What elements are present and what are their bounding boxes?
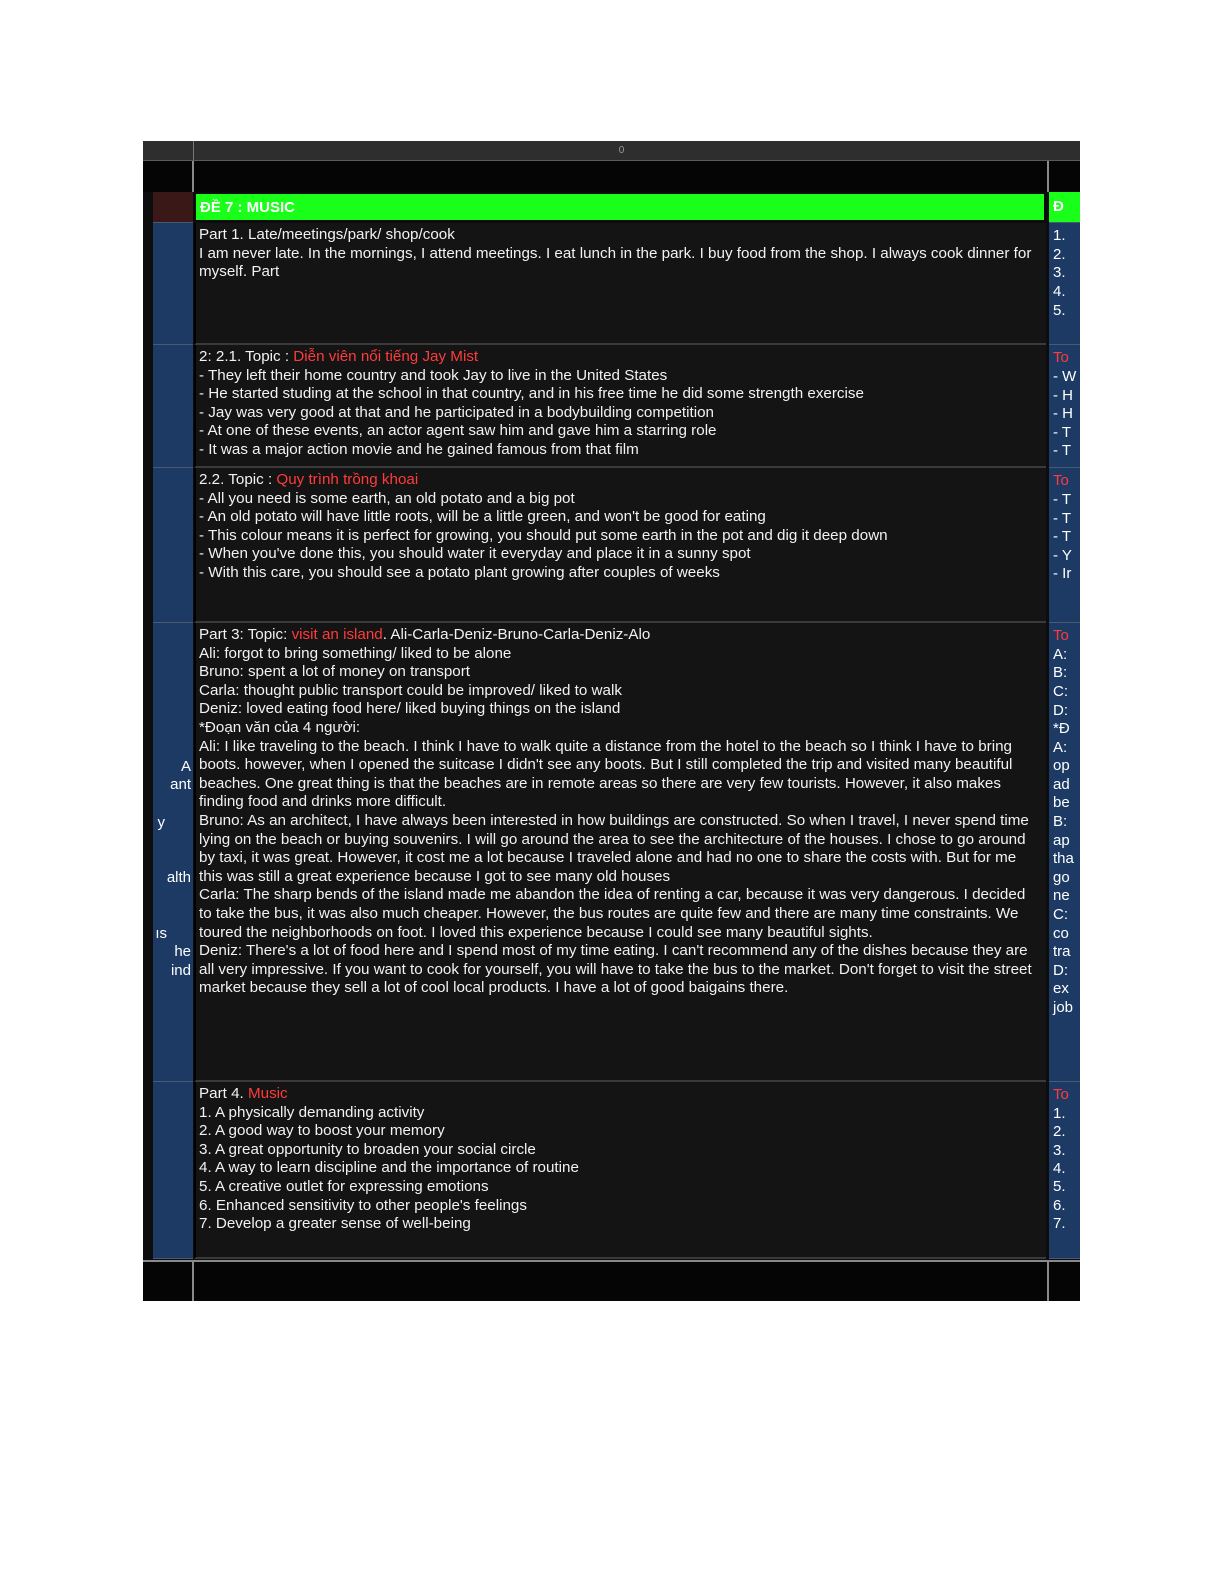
list-item: - With this care, you should see a potato plant growing after couples of weeks: [199, 563, 720, 581]
part2-1-heading: [199, 348, 1042, 367]
right-fragment: D:: [1053, 962, 1068, 979]
right-fragment: A:: [1053, 739, 1068, 756]
column-header-next[interactable]: [1049, 141, 1080, 161]
right-fragment: C:: [1053, 906, 1068, 923]
part4-heading: [199, 1085, 1042, 1104]
column-header[interactable]: 0: [193, 141, 1050, 161]
list-item: Bruno: spent a lot of money on transport: [199, 663, 471, 681]
list-item: 2. A good way to boost your memory: [199, 1122, 445, 1140]
right-fragment: - Y: [1053, 547, 1072, 564]
part4-cell[interactable]: [194, 1082, 1046, 1259]
right-fragment: To: [1053, 472, 1069, 489]
left-cell[interactable]: [153, 192, 193, 223]
right-cell[interactable]: [1049, 223, 1080, 345]
right-fragment: ad: [1053, 776, 1070, 793]
grid-line: [1047, 161, 1049, 192]
part2-1-topic: Diễn viên nổi tiếng Jay Mist: [293, 348, 479, 365]
list-item: 4. A way to learn discipline and the importance of routine: [199, 1159, 579, 1177]
part3-heading: [199, 626, 1042, 645]
list-item: 7. Develop a greater sense of well-being: [199, 1215, 471, 1233]
grid-line: [192, 161, 194, 192]
grid-line: [192, 1260, 194, 1301]
left-fragment: ant: [170, 776, 191, 793]
paragraph-ali: Ali: I like traveling to the beach. I think I have to walk quite a distance from the hotel to the beach so I think I have to bring boots. however, when I opened the suitcase I didn't see any boots. But I still completed the trip and visited many beautiful beaches. One great thing is that the beaches are in remote areas so there are very few tourists. However, it also makes finding food and drinks more difficult.: [199, 737, 1013, 811]
right-fragment: *Đ: [1053, 720, 1070, 737]
right-fragment: 5.: [1053, 302, 1066, 319]
right-fragment: 3.: [1053, 1142, 1066, 1159]
right-fragment: B:: [1053, 813, 1068, 830]
right-fragment: 1.: [1053, 227, 1066, 244]
paragraph-deniz: Deniz: There's a lot of food here and I spend most of my time eating. I can't recommend any of the dishes because they are all very impressive. If you want to cook for yourself, you will have to take the bus to the market. Don't forget to visit the street market because they sell a lot of cool local products. I have a lot of good baigains there.: [199, 942, 1032, 997]
list-item: - Jay was very good at that and he participated in a bodybuilding competition: [199, 403, 715, 421]
right-fragment: To: [1053, 627, 1069, 644]
right-cell[interactable]: [1049, 345, 1080, 468]
right-fragment: 6.: [1053, 1197, 1066, 1214]
list-item: 5. A creative outlet for expressing emotions: [199, 1177, 489, 1195]
title-cell[interactable]: [194, 192, 1046, 222]
right-fragment: 3.: [1053, 264, 1066, 281]
left-cell[interactable]: [153, 468, 193, 623]
part2-1-prefix: 2: 2.1. Topic :: [199, 348, 294, 365]
right-fragment: job: [1053, 999, 1074, 1016]
right-fragment: ne: [1053, 887, 1070, 904]
right-title-fragment: Đ: [1053, 198, 1064, 215]
right-fragment: A:: [1053, 646, 1068, 663]
right-fragment: - H: [1053, 405, 1073, 422]
right-fragment: D:: [1053, 702, 1068, 719]
left-fragment: alth: [166, 869, 191, 886]
part3-cell[interactable]: [194, 623, 1046, 1082]
part2-2-topic: Quy trình trồng khoai: [276, 471, 419, 488]
left-cell[interactable]: [153, 623, 193, 1082]
left-fragment: y: [157, 814, 165, 831]
right-title-cell[interactable]: [1049, 192, 1080, 223]
list-item: 1. A physically demanding activity: [199, 1103, 425, 1121]
right-fragment: 5.: [1053, 1178, 1066, 1195]
right-fragment: tra: [1053, 943, 1071, 960]
part3-topic: visit an island: [291, 626, 383, 643]
right-fragment: C:: [1053, 683, 1068, 700]
right-fragment: To: [1053, 349, 1069, 366]
right-fragment: - Ir: [1053, 565, 1072, 582]
part2-2-cell[interactable]: [194, 468, 1046, 623]
right-cell[interactable]: [1049, 623, 1080, 1082]
part2-2-heading: [199, 471, 1042, 490]
paragraph-bruno: Bruno: As an architect, I have always been interested in how buildings are constructed. So when I travel, I never spend time lying on the beach or buying souvenirs. I will go around the area to see the architecture of the houses. I chose to go around by taxi, it was great. However, it cost me a lot because I traveled alone and had no one to share the costs with. But for me this was still a great experience because I got to see many old houses: [199, 811, 1029, 885]
right-fragment: 4.: [1053, 1160, 1066, 1177]
list-item: - It was a major action movie and he gained famous from that film: [199, 440, 639, 458]
right-fragment: co: [1053, 925, 1069, 942]
list-item: Carla: thought public transport could be improved/ liked to walk: [199, 681, 622, 699]
part1-cell[interactable]: [194, 223, 1046, 345]
list-item: *Đoạn văn của 4 người:: [199, 718, 361, 736]
right-fragment: ex: [1053, 980, 1069, 997]
left-fragment: he: [174, 943, 191, 960]
right-fragment: 2.: [1053, 246, 1066, 263]
part3-prefix: Part 3: Topic:: [199, 626, 292, 643]
right-fragment: - T: [1053, 491, 1072, 508]
right-fragment: - W: [1053, 368, 1077, 385]
list-item: - At one of these events, an actor agent saw him and gave him a starring role: [199, 422, 717, 440]
right-fragment: - T: [1053, 424, 1072, 441]
list-item: - This colour means it is perfect for growing, you should put some earth in the pot and dig it deep down: [199, 526, 888, 544]
empty-row: [143, 161, 1080, 192]
part2-1-cell[interactable]: [194, 345, 1046, 468]
right-fragment: go: [1053, 869, 1070, 886]
part2-2-prefix: 2.2. Topic :: [199, 471, 277, 488]
right-fragment: ap: [1053, 832, 1070, 849]
part1-text: I am never late. In the mornings, I attend meetings. I eat lunch in the park. I buy food from the shop. I always cook dinner for myself. Part: [199, 244, 1032, 281]
right-cell[interactable]: [1049, 468, 1080, 623]
paragraph-carla: Carla: The sharp bends of the island made me abandon the idea of renting a car, because it was very dangerous. I decided to take the bus, it was also much cheaper. However, the bus routes are quite few and there are many time constraints. We toured the neighborhoods on foot. I loved this experience because I could see many beautiful sights.: [199, 886, 1026, 941]
list-item: - They left their home country and took Jay to live in the United States: [199, 366, 668, 384]
left-cell[interactable]: [153, 345, 193, 468]
grid-line: [1047, 1260, 1049, 1301]
right-fragment: tha: [1053, 850, 1074, 867]
right-fragment: op: [1053, 757, 1070, 774]
empty-row: [143, 1260, 1080, 1301]
right-fragment: 1.: [1053, 1105, 1066, 1122]
row-header-corner[interactable]: [143, 141, 193, 161]
right-fragment: 2.: [1053, 1123, 1066, 1140]
right-fragment: B:: [1053, 664, 1068, 681]
left-fragment: ind: [170, 962, 191, 979]
list-item: - An old potato will have little roots, will be a little green, and won't be good for eating: [199, 508, 766, 526]
list-item: - All you need is some earth, an old potato and a big pot: [199, 489, 575, 507]
part4-topic: Music: [247, 1085, 288, 1102]
right-fragment: 4.: [1053, 283, 1066, 300]
right-fragment: 7.: [1053, 1215, 1066, 1232]
left-cell[interactable]: [153, 223, 193, 345]
left-fragment: A: [180, 758, 191, 775]
list-item: - When you've done this, you should water it everyday and place it in a sunny spot: [199, 545, 751, 563]
right-fragment: To: [1053, 1086, 1069, 1103]
right-cell[interactable]: [1049, 1082, 1080, 1259]
right-fragment: - T: [1053, 510, 1072, 527]
list-item: - He started studing at the school in that country, and in his free time he did some strength exercise: [199, 385, 864, 403]
spreadsheet: [143, 141, 1080, 1301]
right-fragment: - H: [1053, 387, 1073, 404]
part4-prefix: Part 4.: [199, 1085, 248, 1102]
right-fragment: - T: [1053, 442, 1072, 459]
list-item: Deniz: loved eating food here/ liked buying things on the island: [199, 700, 621, 718]
part1-heading: Part 1. Late/meetings/park/ shop/cook: [199, 226, 455, 243]
left-cell[interactable]: [153, 1082, 193, 1259]
left-fragment: ıs: [155, 925, 167, 942]
right-fragment: be: [1053, 794, 1070, 811]
title-text: ĐỀ 7 : MUSIC: [200, 199, 296, 216]
right-fragment: - T: [1053, 528, 1072, 545]
list-item: 6. Enhanced sensitivity to other people's feelings: [199, 1196, 527, 1214]
part3-suffix: . Ali-Carla-Deniz-Bruno-Carla-Deniz-Alo: [382, 626, 651, 643]
list-item: Ali: forgot to bring something/ liked to be alone: [199, 644, 512, 662]
list-item: 3. A great opportunity to broaden your social circle: [199, 1140, 536, 1158]
